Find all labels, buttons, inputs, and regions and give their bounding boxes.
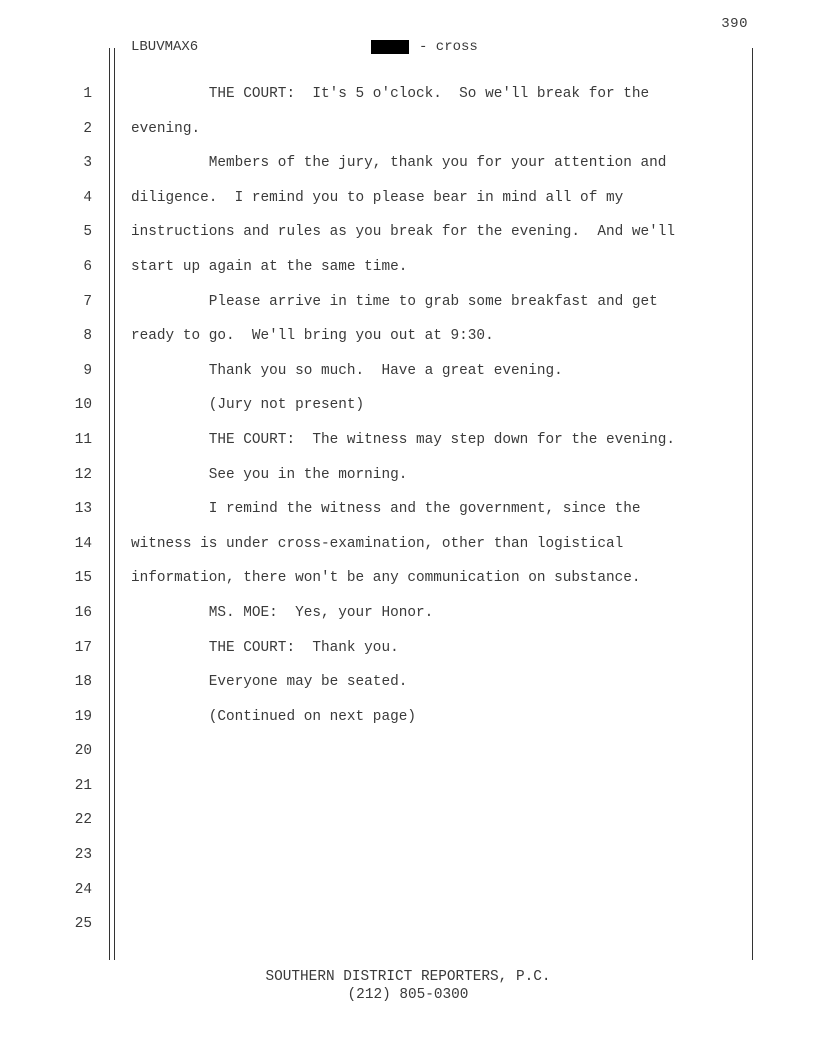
line-text: THE COURT: It's 5 o'clock. So we'll break for the: [131, 86, 650, 102]
transcript-line: [0, 181, 816, 216]
line-number: 6: [83, 258, 92, 275]
line-number: 25: [74, 916, 92, 933]
line-number: 1: [83, 86, 92, 102]
line-text: MS. MOE: Yes, your Honor.: [131, 604, 434, 621]
transcript-line: [0, 354, 816, 389]
line-number: 8: [83, 328, 92, 345]
line-number: 2: [83, 120, 92, 137]
line-text: Thank you so much. Have a great evening.: [131, 362, 563, 379]
transcript-line: [0, 631, 816, 666]
line-number: 7: [83, 293, 92, 310]
line-number: 14: [74, 535, 92, 552]
transcript-line: [0, 77, 816, 112]
line-number: 15: [74, 570, 92, 587]
transcript-line: [0, 112, 816, 147]
line-number: 5: [83, 224, 92, 241]
line-number: 9: [83, 362, 92, 379]
line-text: evening.: [131, 120, 201, 137]
line-number: 13: [74, 501, 92, 518]
line-text: THE COURT: The witness may step down for the evening.: [131, 431, 676, 448]
line-number: 4: [83, 189, 92, 206]
footer: [0, 968, 816, 1004]
transcript-line: [0, 803, 816, 838]
transcript-line: [0, 769, 816, 804]
line-number: 10: [74, 397, 92, 414]
transcript-line: [0, 665, 816, 700]
line-text: ready to go. We'll bring you out at 9:30.: [131, 328, 494, 345]
line-number: 20: [74, 743, 92, 760]
transcript-line: [0, 146, 816, 181]
transcript-line: [0, 215, 816, 250]
line-text: (Jury not present): [131, 397, 365, 414]
transcript-line: [0, 838, 816, 873]
transcript-line: [0, 734, 816, 769]
line-number: 17: [74, 639, 92, 656]
transcript-line: [0, 700, 816, 735]
line-number: 24: [74, 881, 92, 898]
line-number: 22: [74, 812, 92, 829]
line-text: start up again at the same time.: [131, 258, 408, 275]
transcript-line: [0, 250, 816, 285]
line-text: information, there won't be any communication on substance.: [131, 570, 641, 587]
footer-phone: (212) 805-0300: [347, 987, 469, 1003]
line-text: witness is under cross-examination, other than logistical: [131, 535, 624, 552]
line-number: 21: [74, 777, 92, 794]
footer-reporter-name: SOUTHERN DISTRICT REPORTERS, P.C.: [265, 969, 551, 985]
line-number: 18: [74, 674, 92, 691]
line-number: 16: [74, 604, 92, 621]
line-text: Members of the jury, thank you for your attention and: [131, 155, 667, 172]
line-text: I remind the witness and the government, since the: [131, 501, 641, 518]
transcript-line: [0, 492, 816, 527]
transcript-line: [0, 319, 816, 354]
page-number: 390: [721, 16, 748, 32]
transcript-line: [0, 561, 816, 596]
line-text: diligence. I remind you to please bear in mind all of my: [131, 189, 624, 206]
line-text: See you in the morning.: [131, 466, 408, 483]
transcript-line: [0, 907, 816, 942]
transcript-line: [0, 423, 816, 458]
transcript-line: [0, 596, 816, 631]
transcript-line: [0, 527, 816, 562]
header-examination-type: - cross: [419, 39, 478, 55]
line-number: 3: [83, 155, 92, 172]
header-case-code: LBUVMAX6: [131, 39, 199, 55]
line-number: 23: [74, 847, 92, 864]
transcript-line: [0, 388, 816, 423]
transcript-line: [0, 873, 816, 908]
line-text: Please arrive in time to grab some breakfast and get: [131, 293, 658, 310]
line-number: 11: [74, 431, 92, 448]
line-text: (Continued on next page): [131, 708, 416, 725]
line-text: THE COURT: Thank you.: [131, 639, 399, 656]
redaction-bar: [371, 40, 409, 54]
header-witness: [371, 39, 478, 55]
line-text: instructions and rules as you break for the evening. And we'll: [131, 224, 676, 241]
transcript-line: [0, 458, 816, 493]
transcript-body: [0, 77, 816, 942]
line-number: 19: [74, 708, 92, 725]
transcript-line: [0, 285, 816, 320]
line-number: 12: [74, 466, 92, 483]
line-text: Everyone may be seated.: [131, 674, 408, 691]
